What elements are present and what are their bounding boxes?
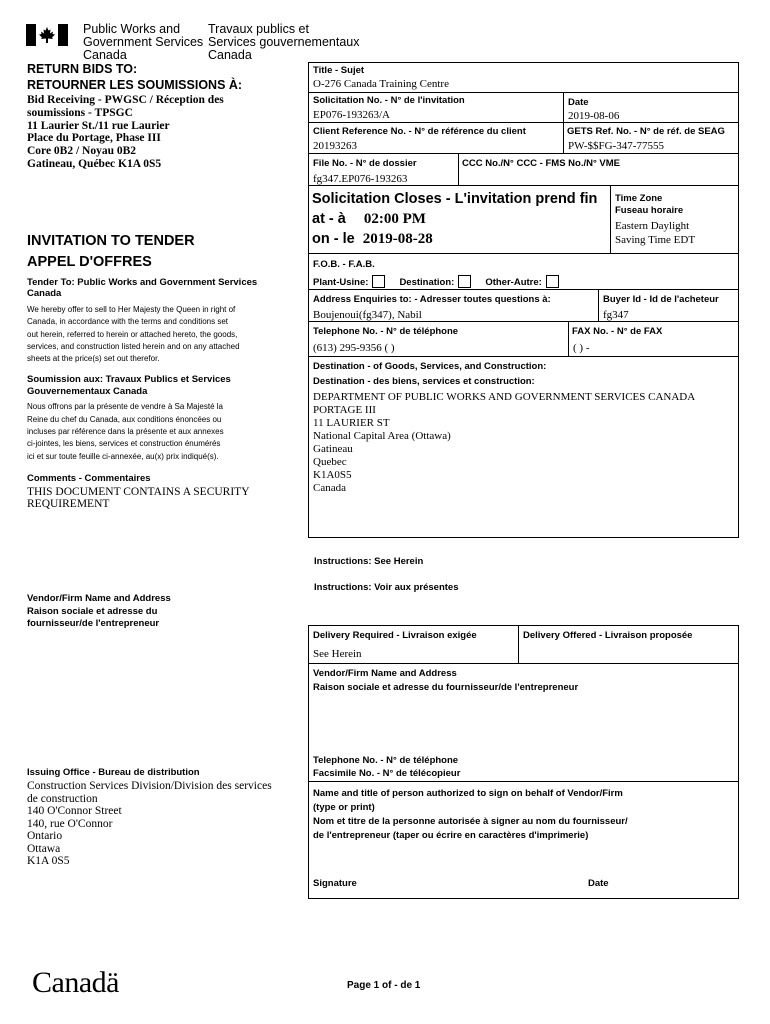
department-name-en xyxy=(83,23,203,62)
other-checkbox[interactable] xyxy=(546,275,559,288)
soumission-text-line: incluses par référence dans la présente et aux annexes xyxy=(27,427,224,437)
telephone-field[interactable] xyxy=(308,321,569,357)
return-address-line: 11 Laurier St./11 rue Laurier xyxy=(27,119,170,132)
dept-en-line: Government Services xyxy=(83,35,204,49)
delivery-offered-label: Delivery Offered - Livraison proposée xyxy=(523,630,693,641)
soumission-text-line: Reine du chef du Canada, aux conditions énoncées ou xyxy=(27,414,222,424)
return-bids-title: RETURN BIDS TO: xyxy=(27,62,138,76)
authorized-name-line: Nom et titre de la personne autorisée à signer au nom du fournisseur/ xyxy=(313,816,628,827)
date-label: Date xyxy=(568,97,589,108)
destination-line: PORTAGE III xyxy=(313,404,376,416)
return-bids-section xyxy=(27,62,287,171)
buyer-id-label: Buyer Id - Id de l'acheteur xyxy=(603,294,719,305)
issuing-office xyxy=(27,767,292,868)
authorized-name-line: (type or print) xyxy=(313,802,375,813)
vendor-telephone-label: Telephone No. - N° de téléphone xyxy=(313,755,459,766)
dept-fr-line: Services gouvernementaux xyxy=(208,35,360,49)
ccc-number-field[interactable] xyxy=(458,153,739,186)
dept-en-line: Public Works and xyxy=(83,22,181,36)
issuing-line: 140, rue O'Connor xyxy=(27,817,113,830)
time-zone-field xyxy=(610,185,739,254)
file-number-value: fg347.EP076-193263 xyxy=(313,173,408,185)
file-number-label: File No. - N° de dossier xyxy=(313,158,417,169)
telephone-value: (613) 295-9356 ( ) xyxy=(313,342,395,354)
destination-line: Quebec xyxy=(313,456,347,468)
page-number: Page 1 of - de 1 xyxy=(347,980,421,991)
authorized-name-line: de l'entrepreneur (taper ou écrire en caractères d'imprimerie) xyxy=(313,830,589,841)
tender-text-line: Canada, in accordance with the terms and conditions set xyxy=(27,317,229,327)
vendor-left-line: Vendor/Firm Name and Address xyxy=(27,593,171,604)
comments-label: Comments - Commentaires xyxy=(27,472,151,484)
authorized-name-line: Name and title of person authorized to sign on behalf of Vendor/Firm xyxy=(313,788,623,799)
dept-fr-line: Canada xyxy=(208,48,252,62)
solicitation-closes-field xyxy=(308,185,611,254)
client-reference-field[interactable] xyxy=(308,122,564,154)
destination-line: National Capital Area (Ottawa) xyxy=(313,430,451,442)
fax-label: FAX No. - N° de FAX xyxy=(572,326,663,337)
invitation-title: INVITATION TO TENDER xyxy=(27,233,195,249)
department-name-fr xyxy=(208,23,359,62)
vendor-name-label-fr: Raison sociale et adresse du fournisseur/de l'entrepreneur xyxy=(313,682,579,693)
tender-text-line: services, and construction listed herein and on any attached xyxy=(27,341,240,351)
gets-reference-label: GETS Ref. No. - N° de réf. de SEAG xyxy=(567,126,725,137)
delivery-required-label: Delivery Required - Livraison exigée xyxy=(313,630,477,641)
instructions-fr: Instructions: Voir aux présentes xyxy=(314,582,459,593)
issuing-line: Ontario xyxy=(27,830,63,842)
destination-checkbox[interactable] xyxy=(458,275,471,288)
other-label: Other-Autre: xyxy=(485,277,542,288)
signature-date-label: Date xyxy=(588,878,609,889)
authorized-name-labels xyxy=(313,787,628,843)
invitation-section xyxy=(27,232,289,511)
closing-date-value: 2019-08-28 xyxy=(362,231,433,247)
signature-label: Signature xyxy=(313,878,357,889)
solicitation-field[interactable] xyxy=(308,92,564,123)
address-enquiries-label: Address Enquiries to: - Adresser toutes questions à: xyxy=(313,294,551,305)
tender-to-label-2: Canada xyxy=(27,288,62,299)
destination-goods-label: Destination - of Goods, Services, and Construction: xyxy=(313,361,547,372)
destination-line: DEPARTMENT OF PUBLIC WORKS AND GOVERNMENT SERVICES CANADA xyxy=(313,391,696,403)
dept-fr-line: Travaux publics et xyxy=(208,22,309,36)
destination-line: K1A0S5 xyxy=(313,469,352,481)
soumission-text-line: ici et sur toute feuille ci-annexée, au(x) prix indiqué(s). xyxy=(27,451,219,461)
client-reference-label: Client Reference No. - N° de référence du client xyxy=(313,126,526,137)
tender-text-line: sheets at the price(s) set out therefor. xyxy=(27,354,160,364)
issuing-line: Construction Services Division/Division des services xyxy=(27,780,272,792)
title-value: O-276 Canada Training Centre xyxy=(313,78,449,90)
address-enquiries-value: Boujenoui(fg347), Nabil xyxy=(313,309,422,321)
destination-address xyxy=(313,391,695,495)
return-bids-title-fr: RETOURNER LES SOUMISSIONS À: xyxy=(27,78,243,92)
solicitation-value: EP076-193263/A xyxy=(313,109,390,121)
fax-field[interactable] xyxy=(568,321,739,357)
closes-time-row xyxy=(312,210,426,228)
authorized-signatory-field[interactable] xyxy=(308,781,739,899)
tender-text-line: We hereby offer to sell to Her Majesty the Queen in right of xyxy=(27,305,236,314)
vendor-facsimile-label: Facsimile No. - N° de télécopieur xyxy=(313,768,461,779)
time-zone-value: Eastern Daylight xyxy=(615,220,690,232)
issuing-line: Ottawa xyxy=(27,842,61,855)
destination-line: Gatineau xyxy=(313,443,353,455)
client-reference-value: 20193263 xyxy=(313,140,357,152)
return-address-line: Gatineau, Québec K1A 0S5 xyxy=(27,157,162,170)
fob-label: F.O.B. - F.A.B. xyxy=(313,259,375,270)
instructions-en: Instructions: See Herein xyxy=(314,556,424,567)
gets-reference-field[interactable] xyxy=(563,122,739,154)
soumission-label: Soumission aux: Travaux Publics et Services xyxy=(27,374,231,386)
delivery-offered-field[interactable] xyxy=(518,625,739,664)
issuing-line: K1A 0S5 xyxy=(27,855,70,867)
title-label: Title - Sujet xyxy=(313,65,365,76)
return-address-line: Bid Receiving - PWGSC / Réception des xyxy=(27,94,224,106)
soumission-text-line: Nous offrons par la présente de vendre à Sa Majesté la xyxy=(27,402,223,412)
canada-wordmark xyxy=(32,966,119,1000)
solicitation-label: Solicitation No. - N° de l'invitation xyxy=(313,95,465,106)
time-zone-value-2: Saving Time EDT xyxy=(615,234,696,246)
date-value: 2019-08-06 xyxy=(568,110,620,122)
ccc-number-label: CCC No./N° CCC - FMS No./N° VME xyxy=(462,158,621,169)
vendor-name-label: Vendor/Firm Name and Address xyxy=(313,668,457,679)
issuing-line: de construction xyxy=(27,792,98,805)
dept-en-line: Canada xyxy=(83,48,127,62)
address-enquiries-field[interactable] xyxy=(308,289,599,322)
comments-line: REQUIREMENT xyxy=(27,498,110,511)
delivery-required-field[interactable] xyxy=(308,625,519,664)
date-field[interactable] xyxy=(563,92,739,123)
gets-reference-value: PW-$$FG-347-77555 xyxy=(568,140,664,152)
closing-time-value: 02:00 PM xyxy=(363,211,426,227)
vendor-left-line: fournisseur/de l'entrepreneur xyxy=(27,618,160,629)
tender-to-label: Tender To: Public Works and Government Services xyxy=(27,277,258,288)
buyer-id-value: fg347 xyxy=(603,309,629,321)
soumission-label-2: Gouvernementaux Canada xyxy=(27,385,148,397)
fob-field xyxy=(308,253,739,290)
plant-label: Plant-Usine: xyxy=(313,277,369,288)
time-zone-label: Time Zone xyxy=(615,193,663,204)
plant-checkbox[interactable] xyxy=(372,275,385,288)
issuing-office-label: Issuing Office - Bureau de distribution xyxy=(27,767,200,778)
buyer-id-field[interactable] xyxy=(598,289,739,322)
destination-label: Destination: xyxy=(399,277,455,288)
fax-value: ( ) - xyxy=(573,342,590,354)
tender-text-line: out herein, referred to herein or attached hereto, the goods, xyxy=(27,329,238,339)
title-field[interactable] xyxy=(308,62,739,93)
on-label: on - le xyxy=(312,231,355,247)
issuing-line: 140 O'Connor Street xyxy=(27,805,122,817)
destination-goods-label-fr: Destination - des biens, services et construction: xyxy=(313,376,535,387)
return-address-line: soumissions - TPSGC xyxy=(27,106,133,119)
canada-wordmark-text: Canadä xyxy=(32,966,119,999)
return-address-line: Place du Portage, Phase III xyxy=(27,132,161,145)
vendor-left-line: Raison sociale et adresse du xyxy=(27,605,158,617)
closes-title: Solicitation Closes - L'invitation prend fin xyxy=(312,191,598,207)
return-address-line: Core 0B2 / Noyau 0B2 xyxy=(27,145,137,158)
destination-line: Canada xyxy=(313,482,346,494)
canada-flag-icon xyxy=(26,24,68,46)
comments-line: THIS DOCUMENT CONTAINS A SECURITY xyxy=(27,485,250,498)
vendor-firm-left xyxy=(27,593,289,631)
closes-date-row xyxy=(312,230,433,248)
destination-line: 11 LAURIER ST xyxy=(313,417,390,429)
file-number-field[interactable] xyxy=(308,153,459,186)
delivery-required-value: See Herein xyxy=(313,648,362,660)
destination-field xyxy=(308,356,739,538)
telephone-label: Telephone No. - N° de téléphone xyxy=(313,326,459,337)
vendor-firm-field[interactable] xyxy=(308,663,739,782)
invitation-title-fr: APPEL D'OFFRES xyxy=(27,254,152,270)
soumission-text-line: ci-jointes, les biens, services et construction énumérés xyxy=(27,439,221,449)
fob-options xyxy=(313,272,559,290)
time-zone-label-fr: Fuseau horaire xyxy=(615,205,684,216)
at-label: at - à xyxy=(312,211,346,227)
